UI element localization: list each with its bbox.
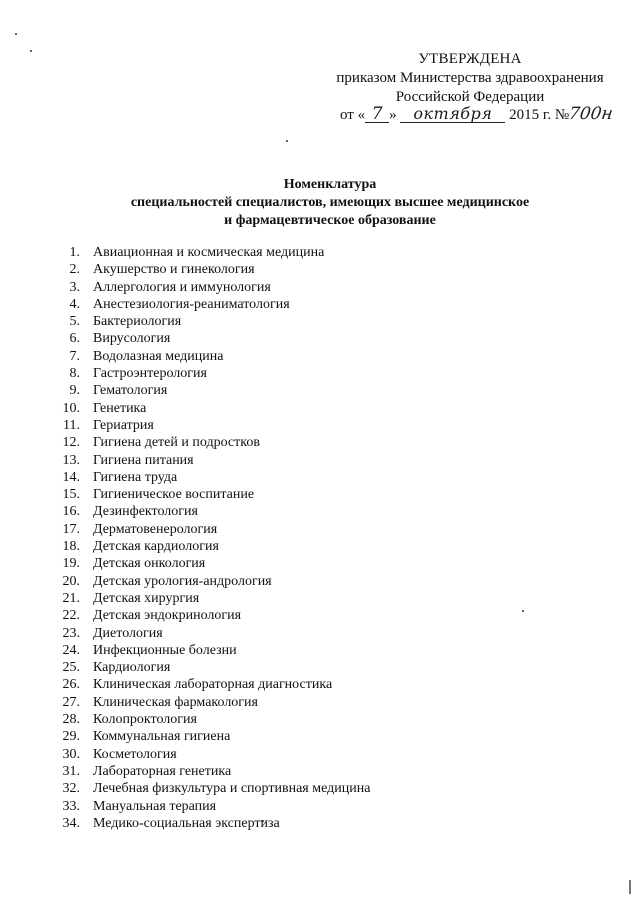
list-item-name: Водолазная медицина [93,348,224,364]
list-item-name: Косметология [93,746,177,762]
list-item [40,261,620,278]
list-item-name: Гематология [93,383,168,399]
list-item-number: 31. [62,763,80,779]
list-item-name: Лечебная физкультура и спортивная медицина [93,781,371,797]
date-year: 2015 г. № [509,107,570,123]
list-item-number: 25. [62,660,80,676]
date-prefix: от « [340,107,366,123]
list-item [40,780,620,797]
list-item-number: 24. [62,642,80,658]
list-item-name: Детская эндокринология [93,608,242,624]
date-quote-close: » [389,107,397,123]
list-item-name: Анестезиология-реаниматология [93,296,290,312]
list-item [40,711,620,728]
list-item-name: Кардиология [93,660,171,676]
list-item-number: 27. [62,694,80,710]
list-item [40,434,620,451]
list-item-number: 8. [69,366,80,382]
scan-speck [286,140,288,142]
list-item [40,659,620,676]
approval-line-federation: Российской Федерации [395,89,545,105]
list-item-name: Лабораторная генетика [93,763,232,779]
list-item-number: 3. [69,279,80,295]
list-item-name: Авиационная и космическая медицина [93,245,325,260]
approval-title: УТВЕРЖДЕНА [418,51,522,67]
list-item [40,469,620,486]
heading-subtitle-2: и фармацевтическое образование [224,213,436,228]
scan-edge-mark [629,880,637,894]
list-item-number: 33. [62,798,80,814]
list-item [40,763,620,780]
approval-date-line [340,104,625,126]
approval-block [320,50,620,107]
document-heading [60,176,600,230]
list-item-number: 13. [62,452,80,468]
list-item [40,382,620,399]
list-item-name: Колопроктология [93,712,197,728]
list-item-name: Инфекционные болезни [93,642,237,658]
list-item-number: 6. [69,331,80,347]
list-item [40,694,620,711]
list-item [40,607,620,624]
scan-speck [15,33,17,35]
heading-title: Номенклатура [283,177,377,192]
list-item [40,815,620,832]
list-item [40,365,620,382]
list-item-name: Гигиена питания [93,452,194,468]
list-item [40,417,620,434]
heading-subtitle-1: специальностей специалистов, имеющих высшее медицинское [130,195,530,210]
list-item-number: 1. [69,245,80,260]
list-item-number: 23. [62,625,80,641]
list-item-name: Клиническая лабораторная диагностика [93,677,333,693]
list-item-number: 5. [69,314,80,330]
list-item [40,313,620,330]
list-item-number: 29. [62,729,80,745]
list-item [40,348,620,365]
list-item-number: 19. [62,556,80,572]
list-item-name: Гериатрия [93,417,154,433]
list-item [40,486,620,503]
list-item [40,573,620,590]
list-item [40,279,620,296]
list-item [40,590,620,607]
list-item-name: Аллергология и иммунология [93,279,271,295]
list-item [40,642,620,659]
list-item-number: 18. [62,539,80,555]
list-item [40,296,620,313]
handwritten-month: октября [400,106,505,123]
list-item-number: 34. [62,815,80,831]
list-item-name: Гигиеническое воспитание [93,487,255,503]
list-item [40,521,620,538]
list-item [40,452,620,469]
list-item-number: 10. [62,400,80,416]
list-item [40,625,620,642]
handwritten-day: 7 [365,106,389,123]
list-item-number: 4. [69,296,80,312]
list-item-name: Гастроэнтерология [93,366,207,382]
list-item [40,538,620,555]
list-item-name: Гигиена детей и подростков [93,435,260,451]
list-item [40,676,620,693]
list-item [40,244,620,261]
list-item-name: Диетология [93,625,163,641]
list-item-number: 2. [69,262,80,278]
list-item-number: 28. [62,712,80,728]
list-item-name: Клиническая фармакология [93,694,258,710]
list-item-number: 32. [62,781,80,797]
list-item-name: Генетика [93,400,147,416]
list-item-number: 7. [69,348,80,364]
list-item-number: 16. [62,504,80,520]
list-item-name: Детская кардиология [93,539,219,555]
specialty-list [40,244,620,832]
list-item-number: 20. [62,573,80,589]
list-item-name: Мануальная терапия [93,798,217,814]
list-item-number: 15. [62,487,80,503]
list-item-number: 21. [62,590,80,606]
scan-speck [30,50,32,52]
list-item-name: Детская урология-андрология [93,573,272,589]
list-item-number: 14. [62,469,80,485]
approval-line-ministry: приказом Министерства здравоохранения [336,70,604,86]
list-item-number: 17. [62,521,80,537]
list-item-name: Вирусология [93,331,171,347]
list-item-name: Детская онкология [93,556,206,572]
list-item-number: 12. [62,435,80,451]
list-item-name: Коммунальная гигиена [93,729,231,745]
list-item-number: 30. [62,746,80,762]
list-item-name: Дерматовенерология [93,521,218,537]
list-item-number: 11. [63,417,80,433]
list-item [40,798,620,815]
list-item-number: 22. [62,608,80,624]
list-item-name: Дезинфектология [93,504,198,520]
list-item [40,330,620,347]
list-item [40,555,620,572]
list-item-name: Акушерство и гинекология [93,262,255,278]
list-item-number: 26. [62,677,80,693]
list-item [40,746,620,763]
list-item-number: 9. [69,383,80,399]
list-item [40,728,620,745]
list-item-name: Гигиена труда [93,469,178,485]
list-item-name: Детская хирургия [93,590,200,606]
list-item-name: Медико-социальная экспертиза [93,815,280,831]
list-item [40,400,620,417]
handwritten-order-number: 700н [567,104,615,124]
list-item [40,503,620,520]
list-item-name: Бактериология [93,314,182,330]
